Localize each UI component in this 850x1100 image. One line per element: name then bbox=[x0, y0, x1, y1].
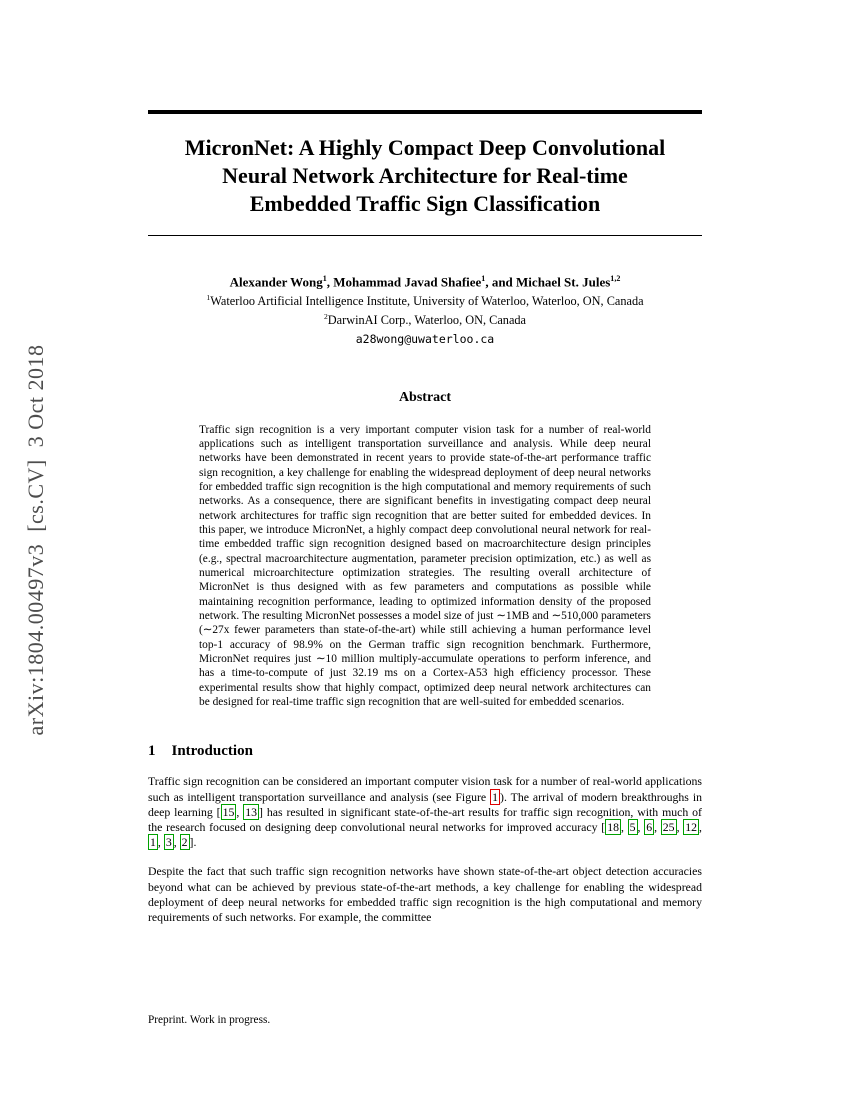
intro-paragraph-1 bbox=[148, 774, 702, 850]
text-run: DarwinAI Corp., Waterloo, ON, Canada bbox=[327, 313, 527, 328]
section-1-heading bbox=[148, 743, 702, 760]
abstract-heading: Abstract bbox=[398, 389, 452, 405]
text-run: , bbox=[654, 820, 661, 834]
text-run: 1,2 bbox=[610, 274, 621, 283]
preprint-footer: Preprint. Work in progress. bbox=[148, 1014, 271, 1026]
citation-15[interactable]: 15 bbox=[222, 804, 235, 819]
paper-title bbox=[148, 134, 702, 218]
citation-18[interactable]: 18 bbox=[607, 820, 619, 834]
paper-title-line-3: Embedded Traffic Sign Classification bbox=[249, 191, 601, 216]
affiliation-line-2 bbox=[148, 309, 702, 328]
text-run: ). The arrival of modern breakthroughs in deep learning [ bbox=[148, 789, 703, 819]
text-run: , bbox=[637, 820, 645, 834]
paper-title-line-2: Neural Network Architecture for Real-time bbox=[222, 163, 628, 188]
text-run: , bbox=[620, 820, 628, 834]
citation-25[interactable]: 25 bbox=[662, 820, 675, 834]
citation-3[interactable]: 3 bbox=[165, 835, 172, 850]
contact-email: a28wong@uwaterloo.ca bbox=[355, 331, 495, 346]
text-run: Waterloo Artificial Intelligence Institute, University of Waterloo, Waterloo, ON, Canada bbox=[210, 294, 644, 309]
text-run: , and Michael St. Jules bbox=[485, 274, 611, 290]
text-run: 1 bbox=[206, 293, 211, 303]
text-run: ]. bbox=[189, 835, 197, 850]
text-run: ] has resulted in significant state-of-the-art results for traffic sign recognition, with much of the research focused on designing deep convolutional neural networks for improved accuracy [ bbox=[148, 804, 702, 834]
page-content bbox=[148, 0, 702, 925]
figure-1-ref[interactable]: 1 bbox=[492, 789, 499, 804]
author-line bbox=[148, 270, 702, 290]
intro-paragraph-2: Despite the fact that such traffic sign recognition networks have shown state-of-the-art object detection accuracies beyond what can be achieved by previous state-of-the-art methods, a key challenge for enabling the widespread deployment of deep neural networks for embedded traffic sign recognition is the high computational and memory requirements of such networks. For example, the committee bbox=[148, 864, 702, 925]
text-run: , Mohammad Javad Shafiee bbox=[326, 274, 482, 290]
abstract-text: Traffic sign recognition is a very important computer vision task for a number of real-world applications such as intelligent transportation surveillance and analysis. While deep neural networks have been demonstrated in recent years to provide state-of-the-art performance traffic sign recognition, a key challenge for enabling the widespread deployment of deep neural networks for embedded traffic sign recognition is the high computational and memory requirements of such networks. As a consequence, there are significant benefits in investigating compact deep neural network architectures for traffic sign recognition that are better suited for embedded devices. In this paper, we introduce MicronNet, a highly compact deep convolutional neural network for real-time embedded traffic sign recognition designed based on macroarchitecture design principles (e.g., spectral macroarchitecture augmentation, parameter precision optimization, etc.) as well as numerical microarchitecture optimization strategies. The resulting overall architecture of MicronNet is thus designed with as few parameters and computations as possible while maintaining recognition performance, leading to optimized information density of the proposed network. The resulting MicronNet possesses a model size of just ∼1MB and ∼510,000 parameters (∼27x fewer parameters than state-of-the-art) while still achieving a human performance level top-1 accuracy of 98.9% on the German traffic sign recognition benchmark. Furthermore, MicronNet requires just ∼10 million multiply-accumulate operations to perform inference, and has a time-to-compute of just 32.19 ms on a Cortex-A53 high efficiency processor. These experimental results show that highly compact, optimized deep neural network architectures can be designed for real-time traffic sign recognition that are well-suited for embedded scenarios. bbox=[199, 423, 651, 709]
citation-6[interactable]: 6 bbox=[646, 820, 653, 834]
title-rule-top bbox=[148, 110, 702, 114]
text-run: 2 bbox=[323, 312, 328, 322]
citation-13[interactable]: 13 bbox=[245, 804, 258, 819]
text-run: , bbox=[173, 835, 180, 850]
text-run: , bbox=[157, 835, 164, 850]
affiliation-line-1 bbox=[148, 290, 702, 309]
text-run: 1 bbox=[322, 274, 327, 283]
text-run: Alexander Wong bbox=[229, 274, 323, 290]
text-run: Traffic sign recognition can be considered an important computer vision task for a number of real-world applications such as intelligent transportation surveillance and analysis (see Figure bbox=[148, 774, 702, 804]
paper-title-line-1: MicronNet: A Highly Compact Deep Convolutional bbox=[184, 135, 666, 160]
citation-2[interactable]: 2 bbox=[181, 835, 188, 850]
arxiv-watermark: arXiv:1804.00497v3 [cs.CV] 3 Oct 2018 bbox=[23, 344, 48, 736]
text-run: 1 bbox=[481, 274, 486, 283]
text-run: , bbox=[676, 820, 684, 834]
citation-5[interactable]: 5 bbox=[629, 820, 636, 834]
title-rule-bottom bbox=[148, 235, 702, 236]
section-title: Introduction bbox=[171, 743, 253, 760]
text-run: , bbox=[699, 820, 702, 834]
text-run: , bbox=[236, 804, 244, 819]
citation-12[interactable]: 12 bbox=[685, 820, 698, 834]
section-number: 1 bbox=[148, 743, 156, 760]
citation-1[interactable]: 1 bbox=[150, 835, 156, 850]
